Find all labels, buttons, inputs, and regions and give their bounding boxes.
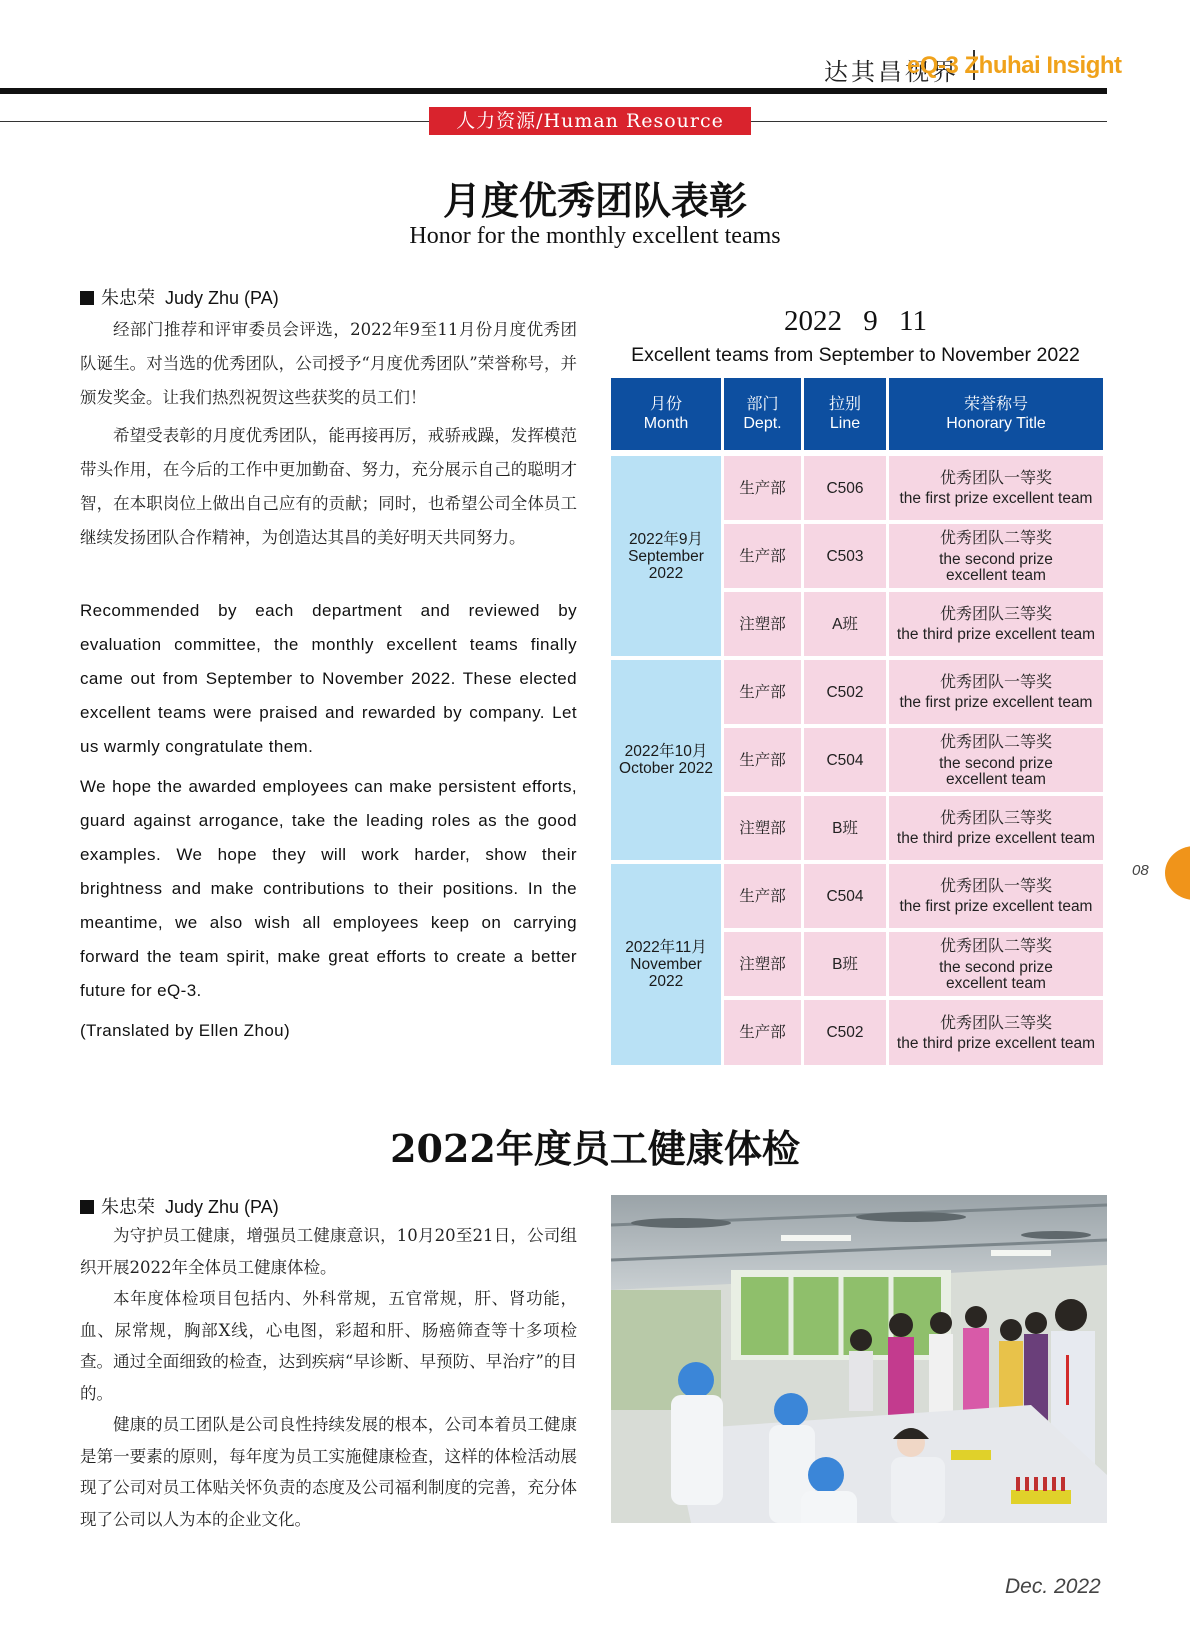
dept-cell <box>724 1000 801 1065</box>
dept-label: 生产部 <box>739 683 786 701</box>
masthead-english: eQ-3 Zhuhai Insight <box>907 52 1122 79</box>
honorary-title-en: the third prize excellent team <box>896 830 1096 847</box>
table-header-month <box>611 378 721 450</box>
line-label: C502 <box>826 1024 864 1041</box>
honorary-title-cell <box>889 728 1103 792</box>
month-cell-october <box>611 660 721 860</box>
honorary-title-cn: 优秀团队二等奖 <box>939 733 1052 751</box>
honorary-title-cell <box>889 796 1103 860</box>
month-label-cn: 2022年9月 <box>628 530 704 548</box>
honorary-title-en: the first prize excellent team <box>899 490 1093 507</box>
line-label: B班 <box>832 819 858 837</box>
dept-label: 生产部 <box>739 1024 786 1041</box>
line-cell <box>804 456 886 520</box>
line-label: C504 <box>826 887 864 905</box>
dept-cell <box>724 660 801 724</box>
page-number-tab <box>1165 846 1190 900</box>
dept-label: 生产部 <box>739 479 786 497</box>
author-name-cn: 朱忠荣 <box>101 1197 155 1218</box>
dept-label: 注塑部 <box>739 819 786 837</box>
article-paragraph-en: Recommended by each department and reviewed by evaluation committee, the monthly excellent teams finally came out from September to November 2022. These elected excellent teams were praised and rewarded by company. Let us warmly congratulate them. <box>80 601 577 756</box>
table-header-dept <box>724 378 801 450</box>
dept-label: 注塑部 <box>739 955 786 973</box>
section-tag: 人力资源/Human Resource <box>429 107 751 135</box>
honorary-title-cn: 优秀团队二等奖 <box>939 937 1052 955</box>
honorary-title-cell <box>889 660 1103 724</box>
honorary-title-cell <box>889 1000 1103 1065</box>
article2-title: 2022年度员工健康体检 <box>390 1126 800 1171</box>
header-label-en: Honorary Title <box>946 415 1046 432</box>
article-paragraph-cn: 希望受表彰的月度优秀团队，能再接再厉，戒骄戒躁，发挥模范带头作用，在今后的工作中更加勤奋、努力，充分展示自己的聪明才智，在本职岗位上做出自己应有的贡献；同时，也希望公司全体员工继续发扬团队合作精神，为创造达其昌的美好明天共同努力。 <box>80 426 577 547</box>
dept-cell <box>724 864 801 928</box>
month-label-en: October 2022 <box>619 760 713 777</box>
bullet-square-icon <box>80 1200 94 1214</box>
table-header-title <box>889 378 1103 450</box>
honorary-title-cell <box>889 864 1103 928</box>
author-name-cn: 朱忠荣 <box>101 288 155 309</box>
author-name-en: Judy Zhu (PA) <box>165 288 279 308</box>
line-cell <box>804 660 886 724</box>
header-label-en: Month <box>643 415 689 432</box>
dept-cell <box>724 592 801 656</box>
dept-label: 生产部 <box>739 887 786 905</box>
month-label-cn: 2022年10月 <box>624 743 708 760</box>
dept-label: 生产部 <box>739 547 786 565</box>
line-label: C506 <box>826 479 864 497</box>
dept-label: 注塑部 <box>739 615 786 633</box>
month-label-en: November 2022 <box>630 956 702 990</box>
line-label: C504 <box>826 751 864 769</box>
dept-cell <box>724 456 801 520</box>
honorary-title-cell <box>889 592 1103 656</box>
line-cell <box>804 864 886 928</box>
dept-cell <box>724 524 801 588</box>
honorary-title-cn: 优秀团队三等奖 <box>939 810 1052 827</box>
header-rule-thick <box>0 88 1107 94</box>
dept-cell <box>724 796 801 860</box>
table-caption: Excellent teams from September to November 2022 <box>631 344 1080 366</box>
honorary-title-en: the first prize excellent team <box>899 898 1093 915</box>
article2-paragraph: 本年度体检项目包括内、外科常规，五官常规，肝、肾功能，血、尿常规，胸部X线，心电图，彩超和肝、肠癌筛查等十多项检查。通过全面细致的检查，达到疾病“早诊断、早预防、早治疗”的目的。 <box>80 1289 577 1403</box>
header-label-en: Dept. <box>743 415 782 432</box>
month-cell-september <box>611 456 721 656</box>
health-check-photo <box>611 1195 1107 1523</box>
honorary-title-en: the second prize excellent team <box>939 754 1053 788</box>
header-label-cn: 拉别 <box>828 396 861 413</box>
line-label: C503 <box>826 547 864 565</box>
month-cell-november <box>611 864 721 1065</box>
article-title-en: Honor for the monthly excellent teams <box>409 223 781 249</box>
honorary-title-en: the first prize excellent team <box>899 694 1093 711</box>
line-cell <box>804 1000 886 1065</box>
line-cell <box>804 728 886 792</box>
dept-cell <box>724 932 801 996</box>
header-label-cn: 月份 <box>649 396 682 413</box>
author-name-en: Judy Zhu (PA) <box>165 1197 279 1217</box>
article-paragraph-en: We hope the awarded employees can make persistent efforts, guard against arrogance, take the leading roles as the good examples. We hope they will work harder, show their brightness and make contributions to their positions. In the meantime, we also wish all employees keep on carrying forward the team spirit, make great efforts to create a better future for eQ-3. <box>80 777 577 1000</box>
line-label: C502 <box>826 683 864 701</box>
line-label: B班 <box>832 955 858 973</box>
table-year-line: 2022 9 11 <box>784 305 927 337</box>
month-label-cn: 2022年11月 <box>625 939 707 956</box>
honorary-title-cell <box>889 932 1103 996</box>
bullet-square-icon <box>80 291 94 305</box>
line-cell <box>804 592 886 656</box>
dept-label: 生产部 <box>739 751 786 769</box>
honorary-title-en: the second prize excellent team <box>939 958 1053 992</box>
line-cell <box>804 796 886 860</box>
dept-cell <box>724 728 801 792</box>
header-label-en: Line <box>829 415 861 432</box>
honorary-title-en: the second prize excellent team <box>939 550 1053 584</box>
header-label-cn: 荣誉称号 <box>963 396 1028 413</box>
honorary-title-en: the third prize excellent team <box>896 1034 1096 1052</box>
health-check-illustration <box>611 1195 1107 1523</box>
line-cell <box>804 932 886 996</box>
line-label: A班 <box>832 615 858 633</box>
table-header-line <box>804 378 886 450</box>
honorary-title-cell <box>889 456 1103 520</box>
honorary-title-cn: 优秀团队三等奖 <box>939 606 1052 623</box>
honorary-title-en: the third prize excellent team <box>896 626 1096 643</box>
honorary-title-cn: 优秀团队一等奖 <box>939 878 1052 895</box>
header-label-cn: 部门 <box>746 396 779 413</box>
article2-paragraph: 为守护员工健康，增强员工健康意识，10月20至21日，公司组织开展2022年全体员工健康体检。 <box>80 1226 577 1277</box>
honorary-title-cell <box>889 524 1103 588</box>
honorary-title-cn: 优秀团队一等奖 <box>939 674 1052 691</box>
article2-paragraph: 健康的员工团队是公司良性持续发展的根本，公司本着员工健康是第一要素的原则，每年度为员工实施健康检查，这样的体检活动展现了公司对员工体贴关怀负责的态度及公司福利制度的完善，充分体现了公司以人为本的企业文化。 <box>80 1415 577 1529</box>
masthead-chinese: 达其昌视界 <box>824 58 959 86</box>
month-label-en: September 2022 <box>628 547 704 582</box>
honorary-title-cn: 优秀团队三等奖 <box>939 1014 1052 1032</box>
translator-credit: (Translated by Ellen Zhou) <box>80 1021 291 1040</box>
issue-date: Dec. 2022 <box>1005 1575 1101 1598</box>
article-paragraph-cn: 经部门推荐和评审委员会评选，2022年9至11月份月度优秀团队诞生。对当选的优秀团队，公司授予“月度优秀团队”荣誉称号，并颁发奖金。让我们热烈祝贺这些获奖的员工们！ <box>80 320 577 407</box>
article2-byline <box>80 1193 279 1219</box>
article-byline <box>80 284 279 310</box>
line-cell <box>804 524 886 588</box>
page-number: 08 <box>1132 862 1149 879</box>
honorary-title-cn: 优秀团队二等奖 <box>939 529 1052 547</box>
article-title-cn: 月度优秀团队表彰 <box>442 178 747 223</box>
honorary-title-cn: 优秀团队一等奖 <box>939 470 1052 487</box>
